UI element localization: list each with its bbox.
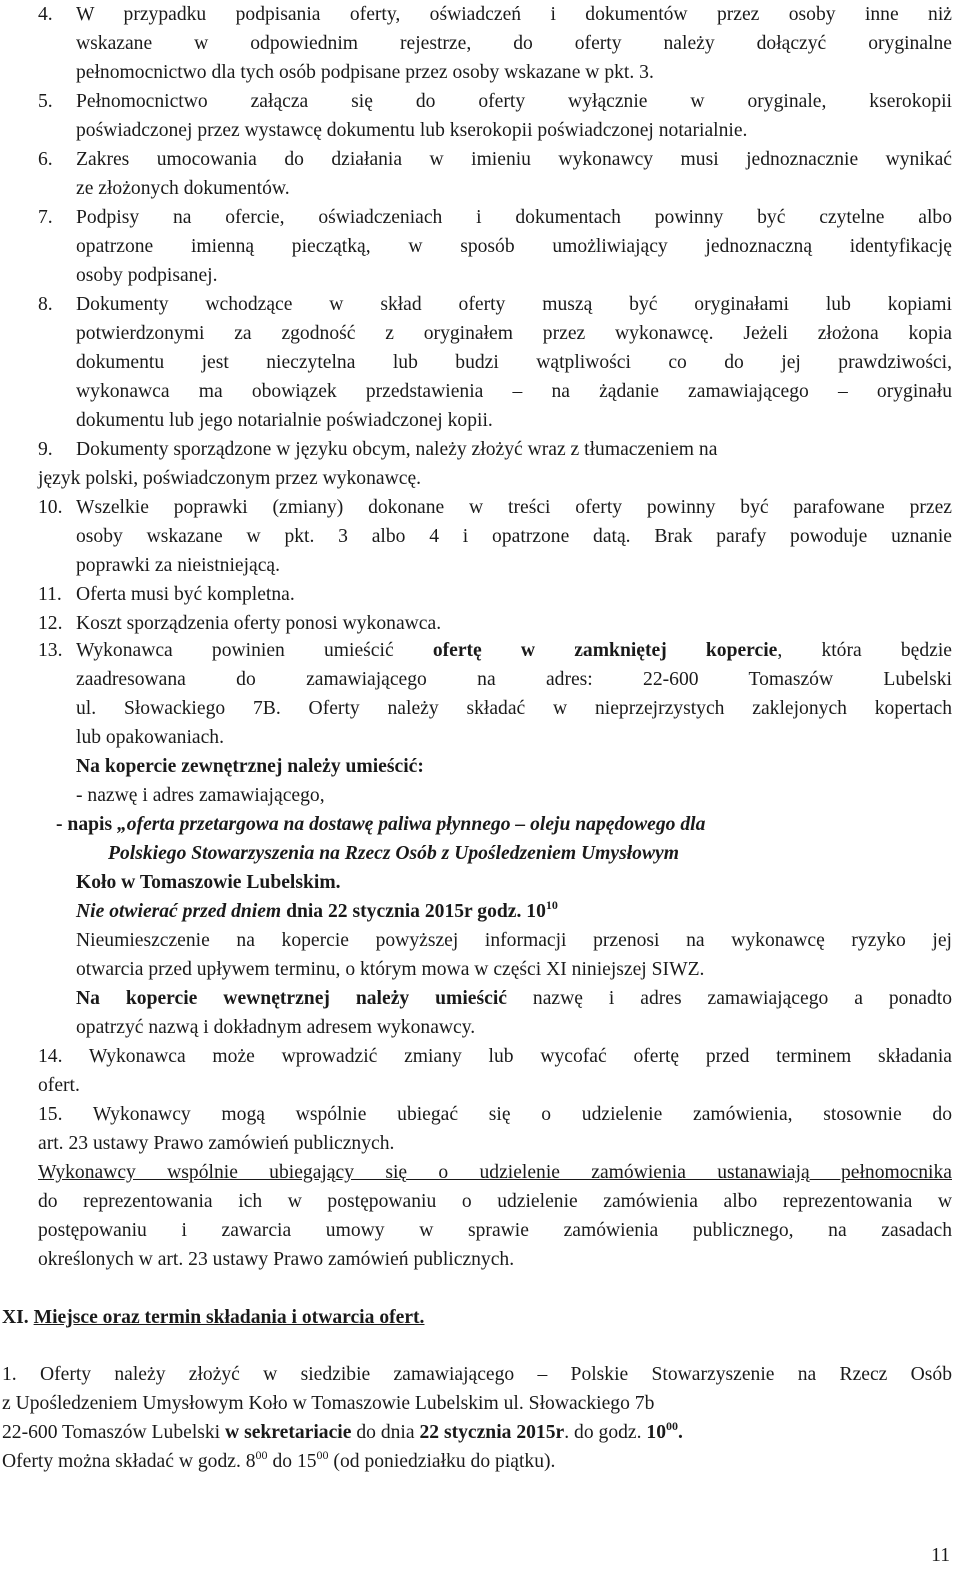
list-item-line: wskazane w odpowiednim rejestrze, do oferty należy dołączyć oryginalne	[76, 33, 952, 54]
list-item-line: Oferta musi być kompletna.	[76, 584, 295, 605]
item-13-line-4: lub opakowaniach.	[76, 727, 224, 748]
offer-line-1: 1. Oferty należy złożyć w siedzibie zamawiającego – Polskie Stowarzyszenie na Rzecz Osób	[2, 1364, 952, 1385]
item-number: 6.	[38, 149, 53, 170]
item-14-line-2: ofert.	[38, 1075, 80, 1096]
list-item-line: poświadczonej przez wystawcę dokumentu lub kserokopii poświadczonej notarialnie.	[76, 120, 748, 141]
item-number: 7.	[38, 207, 53, 228]
list-item-line: Zakres umocowania do działania w imieniu wykonawcy musi jednoznacznie wynikać	[76, 149, 952, 170]
offer-line-4: Oferty można składać w godz. $8^{00}$ do $15^{00}$ (od poniedziałku do piątku).	[2, 1448, 556, 1472]
inscription-line-2: Polskiego Stowarzyszenia na Rzecz Osób z Upośledzeniem Umysłowym	[108, 843, 679, 864]
do-not-open-notice: Nie otwierać przed dniem dnia 22 stycznia 2015r godz. $10^{10}$	[76, 898, 558, 922]
list-item-line: Koszt sporządzenia oferty ponosi wykonawca.	[76, 613, 442, 634]
list-item-line: opatrzone imienną pieczątką, w sposób umożliwiający jednoznaczną identyfikację	[76, 236, 952, 257]
item-number: 5.	[38, 91, 53, 112]
item-number: 4.	[38, 4, 53, 25]
bullet-address: - nazwę i adres zamawiającego,	[76, 785, 325, 806]
list-item-line: poprawki za nieistniejącą.	[76, 555, 281, 576]
item-number: 8.	[38, 294, 53, 315]
item-number: 13.	[38, 640, 63, 661]
list-item-line: Pełnomocnictwo załącza się do oferty wyłącznie w oryginale, kserokopii	[76, 91, 952, 112]
list-item-line: dokumentu lub jego notarialnie poświadczonej kopii.	[76, 410, 493, 431]
item-14-line-1: 14. Wykonawca może wprowadzić zmiany lub wycofać ofertę przed terminem składania	[38, 1046, 952, 1067]
inner-envelope-line-1: Na kopercie wewnętrznej należy umieścić nazwę i adres zamawiającego a ponadto	[76, 988, 952, 1009]
joint-line-3: postępowaniu i zawarcia umowy w sprawie zamówienia publicznego, na zasadach	[38, 1220, 952, 1241]
offer-line-2: z Upośledzeniem Umysłowym Koło w Tomaszowie Lubelskim ul. Słowackiego 7b	[2, 1393, 655, 1414]
item-number: 12.	[38, 613, 63, 634]
joint-line-2: do reprezentowania ich w postępowaniu o udzielenie zamówienia albo reprezentowania w	[38, 1191, 952, 1212]
risk-line-1: Nieumieszczenie na kopercie powyższej informacji przenosi na wykonawcę ryzyko jej	[76, 930, 952, 951]
list-item-line: pełnomocnictwo dla tych osób podpisane przez osoby wskazane w pkt. 3.	[76, 62, 654, 83]
item-15-line-2: art. 23 ustawy Prawo zamówień publicznych.	[38, 1133, 395, 1154]
list-item-line: osoby podpisanej.	[76, 265, 218, 286]
list-item-line: Dokumenty sporządzone w języku obcym, należy złożyć wraz z tłumaczeniem na	[76, 439, 718, 460]
item-13-line-3: ul. Słowackiego 7B. Oferty należy składać w nieprzejrzystych zaklejonych kopertach	[76, 698, 952, 719]
risk-line-2: otwarcia przed upływem terminu, o którym mowa w części XI niniejszej SIWZ.	[76, 959, 705, 980]
list-item-line: ze złożonych dokumentów.	[76, 178, 290, 199]
item-number: 10.	[38, 497, 63, 518]
inscription-line-3: Koło w Tomaszowie Lubelskim.	[76, 872, 341, 893]
item-13-line-2: zaadresowana do zamawiającego na adres: 22-600 Tomaszów Lubelski	[76, 669, 952, 690]
list-item-line: język polski, poświadczonym przez wykonawcę.	[38, 468, 422, 489]
joint-line-1: Wykonawcy wspólnie ubiegający się o udzielenie zamówienia ustanawiają pełnomocnika	[38, 1162, 952, 1183]
list-item-line: Dokumenty wchodzące w skład oferty muszą być oryginałami lub kopiami	[76, 294, 952, 315]
page-number: 11	[931, 1545, 950, 1566]
bullet-inscription: - napis „oferta przetargowa na dostawę paliwa płynnego – oleju napędowego dla	[56, 814, 706, 835]
list-item-line: osoby wskazane w pkt. 3 albo 4 i opatrzone datą. Brak parafy powoduje uznanie	[76, 526, 952, 547]
section-heading: XI. Miejsce oraz termin składania i otwarcia ofert.	[2, 1307, 425, 1328]
joint-line-4: określonych w art. 23 ustawy Prawo zamówień publicznych.	[38, 1249, 515, 1270]
outer-envelope-heading: Na kopercie zewnętrznej należy umieścić:	[76, 756, 424, 777]
list-item-line: dokumentu jest nieczytelna lub budzi wątpliwości co do jej prawdziwości,	[76, 352, 952, 373]
item-13-line-1: Wykonawca powinien umieścić ofertę w zamkniętej kopercie, która będzie	[76, 640, 952, 661]
item-number: 9.	[38, 439, 53, 460]
list-item-line: Podpisy na ofercie, oświadczeniach i dokumentach powinny być czytelne albo	[76, 207, 952, 228]
item-15-line-1: 15. Wykonawcy mogą wspólnie ubiegać się o udzielenie zamówienia, stosownie do	[38, 1104, 952, 1125]
inner-envelope-line-2: opatrzyć nazwą i dokładnym adresem wykonawcy.	[76, 1017, 476, 1038]
list-item-line: Wszelkie poprawki (zmiany) dokonane w treści oferty powinny być parafowane przez	[76, 497, 952, 518]
list-item-line: W przypadku podpisania oferty, oświadczeń i dokumentów przez osoby inne niż	[76, 4, 952, 25]
offer-line-3: 22-600 Tomaszów Lubelski w sekretariacie do dnia 22 stycznia 2015r. do godz. $10^{00}$.	[2, 1419, 683, 1443]
item-number: 11.	[38, 584, 62, 605]
list-item-line: wykonawca ma obowiązek przedstawienia – na żądanie zamawiającego – oryginału	[76, 381, 952, 402]
list-item-line: potwierdzonymi za zgodność z oryginałem przez wykonawcę. Jeżeli złożona kopia	[76, 323, 952, 344]
